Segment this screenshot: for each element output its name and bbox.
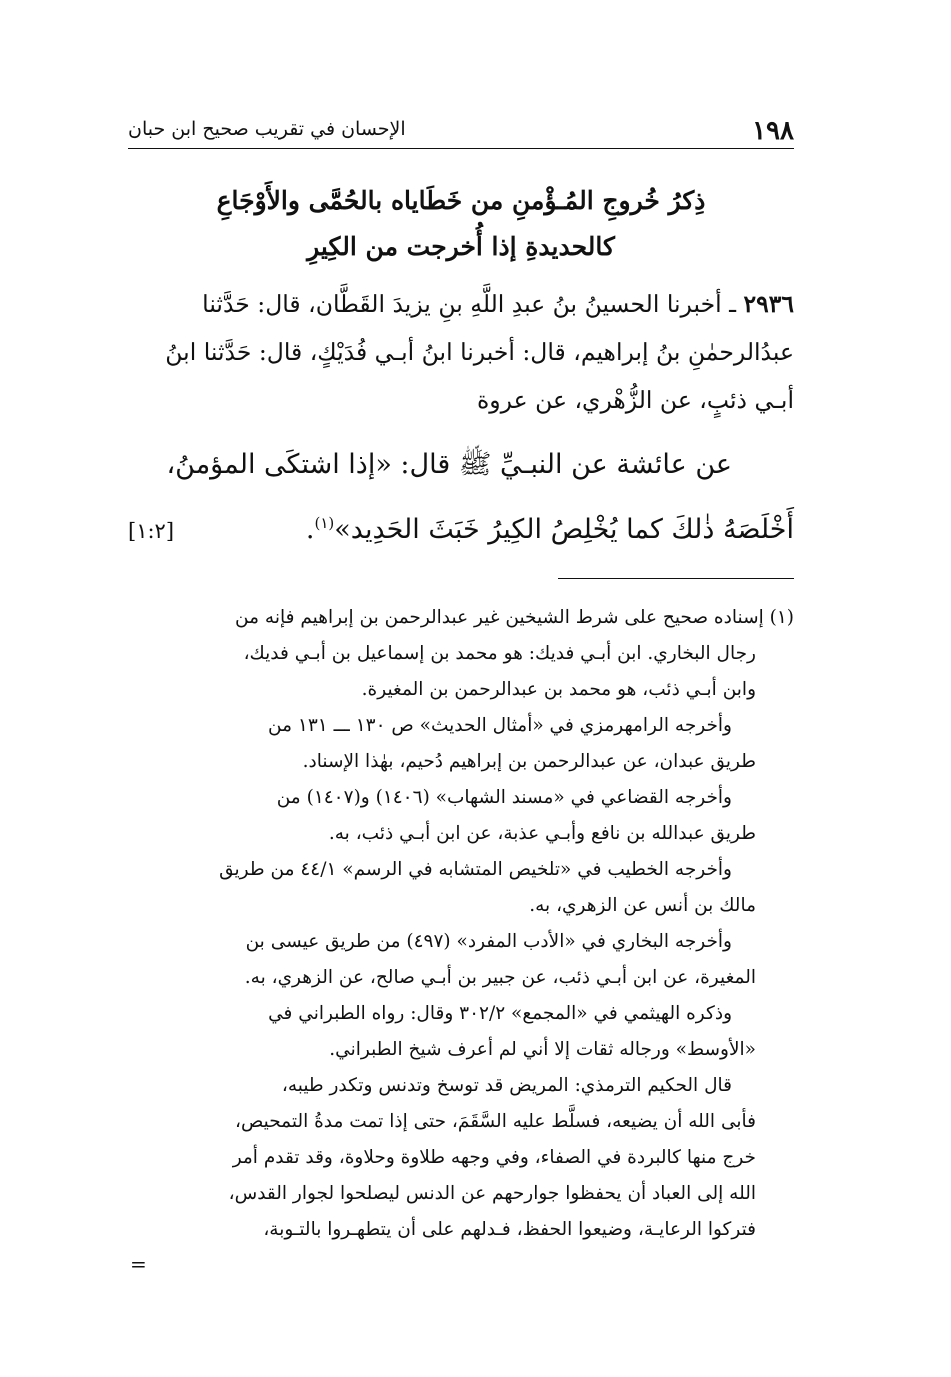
isnad-line: عبدُالرحمٰنِ بنُ إبراهيم، قال: أخبرنا ابنُ أبـي فُدَيْكٍ، قال: حَدَّثنا ابنُ <box>165 338 794 366</box>
footnote-line: الله إلى العباد أن يحفظوا جوارحهم عن الدنس ليصلحوا لجوار القدس، <box>228 1183 756 1204</box>
matn-line <box>128 494 794 559</box>
footnote-line: طريق عبدان، عن عبدالرحمن بن إبراهيم دُحيم، بهٰذا الإسناد. <box>302 751 756 772</box>
isnad-line <box>128 280 794 328</box>
footnote-line: وذكره الهيثمي في «المجمع» ٣٠٢/٢ وقال: رواه الطبراني في <box>268 1003 732 1024</box>
chapter-title <box>128 178 794 270</box>
hadith-matn <box>128 436 794 559</box>
footnote-continues-mark: = <box>130 1252 147 1276</box>
matn-line: عن عائشة عن النبـيِّ ﷺ قال: «إذا اشتكَى المؤمنُ، <box>166 449 732 480</box>
footnote-line: وأخرجه الخطيب في «تلخيص المتشابه في الرسم» ٤٤/١ من طريق <box>219 859 732 880</box>
footnote-line: خرج منها كالبردة في الصفاء، وفي وجهه طلاوة وحلاوة، وقد تقدم أمر <box>232 1147 756 1168</box>
running-title: الإحسان في تقريب صحيح ابن حبان <box>128 118 406 140</box>
footnote-separator <box>558 578 794 579</box>
footnote-line: المغيرة، عن ابن أبـي ذئب، عن جبير بن أبـي صالح، عن الزهري، به. <box>244 967 756 988</box>
hadith-block <box>128 280 794 559</box>
footnote-text: إسناده صحيح على شرط الشيخين غير عبدالرحمن بن إبراهيم فإنه من <box>235 607 764 628</box>
footnote-line: وأخرجه الرامهرمزي في «أمثال الحديث» ص ١٣٠ ـــ ١٣١ من <box>268 715 732 736</box>
footnote-line: فأبى الله أن يضيعه، فسلَّط عليه السَّقَمَ، حتى إذا تمت مدةُ التمحيص، <box>235 1111 756 1132</box>
chapter-title-line-2: كالحديدةِ إذا أُخرجت من الكِيرِ <box>307 232 615 261</box>
footnote-line: وأخرجه البخاري في «الأدب المفرد» (٤٩٧) من طريق عيسى بن <box>245 931 732 952</box>
isnad-text-1: ـ أخبرنا الحسينُ بنُ عبدِ اللَّهِ بنِ يزيدَ القَطَّان، قال: حَدَّثنا <box>202 290 737 318</box>
footnote-line: رجال البخاري. ابن أبـي فديك: هو محمد بن إسماعيل بن أبـي فديك، <box>243 643 756 664</box>
matn-end: . <box>305 514 315 545</box>
footnote-line: وأخرجه القضاعي في «مسند الشهاب» (١٤٠٦) و(١٤٠٧) من <box>276 787 732 808</box>
footnote-line: مالك بن أنس عن الزهري، به. <box>529 895 756 916</box>
isnad-line: أبـي ذئبٍ، عن الزُّهْري، عن عروة <box>476 386 794 414</box>
footnote-ref[interactable]: (١) <box>314 514 335 532</box>
page-header <box>128 108 794 149</box>
footnote-marker: (١) <box>769 607 794 628</box>
hadith-isnad <box>128 280 794 424</box>
footnote-line: طريق عبدالله بن نافع وأبـي عذبة، عن ابن أبـي ذئب، به. <box>328 823 756 844</box>
footnote-line: «الأوسط» ورجاله ثقات إلا أني لم أعرف شيخ الطبراني. <box>329 1039 756 1060</box>
footnote-line <box>128 600 794 636</box>
page-number: ١٩٨ <box>752 116 794 146</box>
hadith-number: ٢٩٣٦ <box>743 290 794 318</box>
matn-text-2: أَخْلَصَهُ ذٰلكَ كما يُخْلِصُ الكِيرُ خَبَثَ الحَدِيد» <box>334 514 794 545</box>
chapter-title-line-1: ذِكرُ خُروجِ المُـؤْمنِ من خَطَاياه بالحُمَّى والأَوْجَاعِ <box>216 186 706 215</box>
footnote-line: فتركوا الرعايـة، وضيعوا الحفظ، فـدلهم على أن يتطهـروا بالتـوبة، <box>263 1219 756 1240</box>
hadith-reference: [١:٢] <box>128 519 175 543</box>
footnote-line: قال الحكيم الترمذي: المريض قد توسخ وتدنس وتكدر طيبه، <box>281 1075 732 1096</box>
footnote-line: وابن أبـي ذئب، هو محمد بن عبدالرحمن بن المغيرة. <box>361 679 756 700</box>
footnotes <box>128 600 794 1248</box>
